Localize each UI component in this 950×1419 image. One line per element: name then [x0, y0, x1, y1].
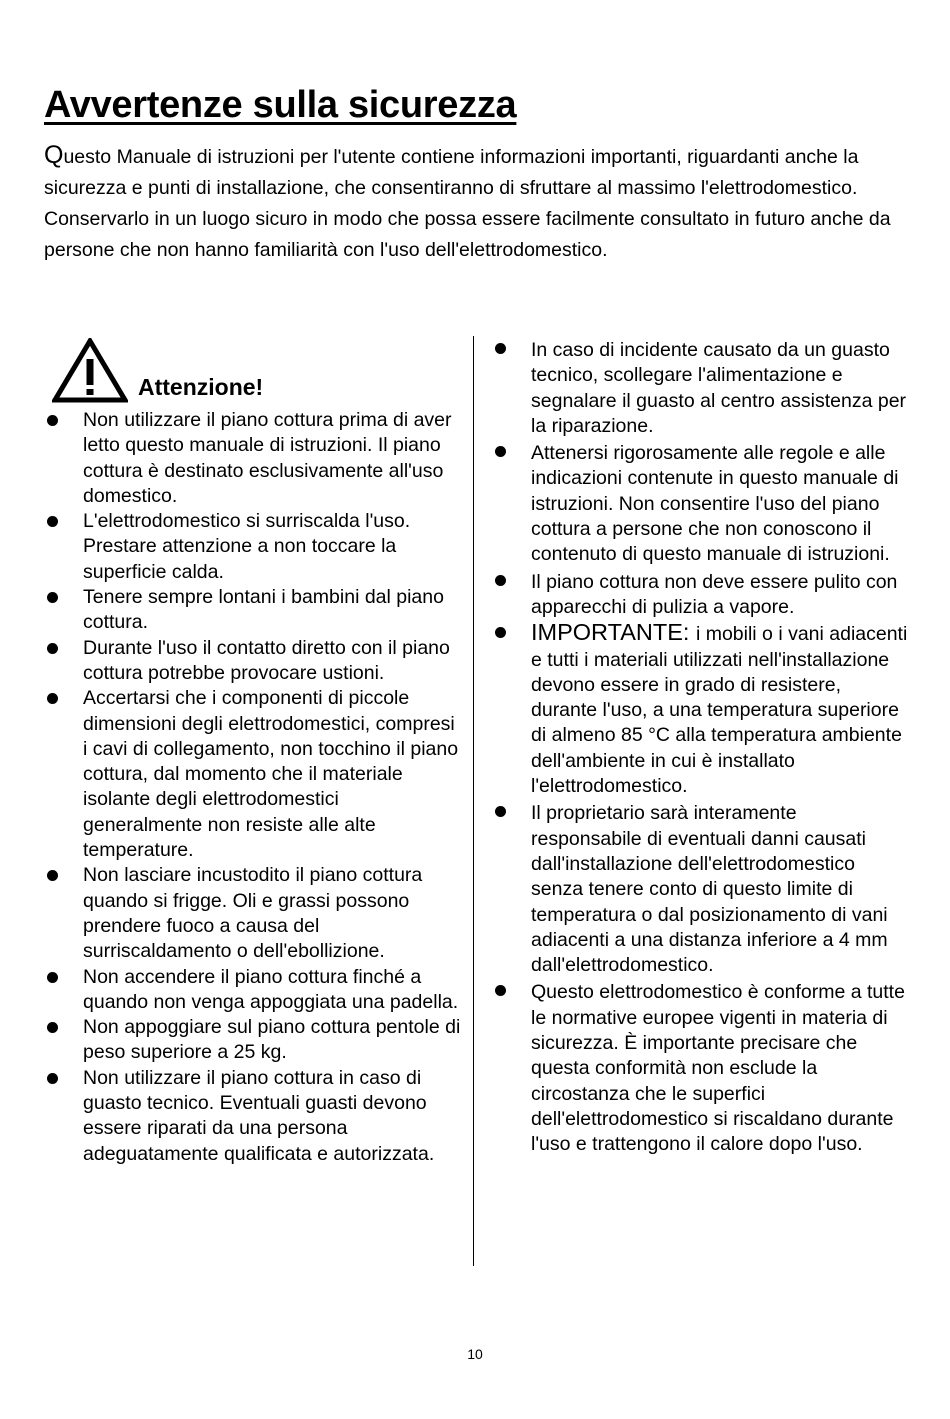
list-item-text: L'elettrodomestico si surriscalda l'uso. Prestare attenzione a non toccare la superficie calda.	[83, 510, 411, 583]
bullet-icon	[495, 806, 506, 817]
list-item-text: Accertarsi che i componenti di piccole dimensioni degli elettrodomestici, compresi i cavi di collegamento, non tocchino il piano cottura, dal momento che il materiale isolante degli elettrodomestici generalmente non resiste alle alte temperature.	[83, 687, 459, 862]
right-safety-list	[492, 336, 912, 1158]
list-item-text: Non utilizzare il piano cottura prima di aver letto questo manuale di istruzioni. Il piano cottura è destinato esclusivamente all'uso domestico.	[83, 409, 452, 507]
list-item	[44, 686, 462, 863]
list-item	[492, 978, 912, 1157]
bullet-icon	[47, 693, 58, 704]
list-item-text: In caso di incidente causato da un guasto tecnico, scollegare l'alimentazione e segnalare il guasto al centro assistenza per la riparazione.	[531, 339, 907, 437]
list-item	[492, 799, 912, 978]
page-title: Avvertenze sulla sicurezza	[44, 84, 517, 126]
bullet-icon	[495, 627, 506, 638]
intro-text: uesto Manuale di istruzioni per l'utente contiene informazioni importanti, riguardanti anche la sicurezza e punti di installazione, che consentiranno di sfruttare al massimo l'elettrodomestico. Conservarlo in un luogo sicuro in modo che possa essere facilmente consultato in futuro anche da persone che non hanno familiarità con l'uso dell'elettrodomestico.	[44, 146, 891, 261]
bullet-icon	[495, 446, 506, 457]
list-item	[44, 509, 462, 585]
list-item-text: Non appoggiare sul piano cottura pentole di peso superiore a 25 kg.	[83, 1016, 461, 1064]
list-item	[44, 1066, 462, 1167]
list-item-text: Durante l'uso il contatto diretto con il piano cottura potrebbe provocare ustioni.	[83, 636, 450, 684]
page-number: 10	[467, 1346, 483, 1362]
important-label: IMPORTANTE:	[531, 619, 696, 646]
list-item-text: Non utilizzare il piano cottura in caso di guasto tecnico. Eventuali guasti devono essere riparati da una persona adeguatamente qualificata e autorizzata.	[83, 1066, 435, 1165]
list-item	[44, 585, 462, 636]
list-item	[44, 863, 462, 964]
list-item	[492, 439, 912, 567]
list-item-text: Tenere sempre lontani i bambini dal piano cottura.	[83, 586, 444, 634]
left-safety-list	[44, 408, 462, 1167]
bullet-icon	[495, 575, 506, 586]
list-item-text: Attenersi rigorosamente alle regole e alle indicazioni contenute in questo manuale di istruzioni. Non consentire l'uso del piano cottura a persone che non conoscono il contenuto di questo manuale di istruzioni.	[531, 442, 899, 566]
list-item-text: Il proprietario sarà interamente responsabile di eventuali danni causati dall'installazione dell'elettrodomestico senza tenere conto di questo limite di temperatura o dal posizionamento di vani adiacenti a una distanza inferiore a 4 mm dall'elettrodomestico.	[531, 802, 888, 977]
bullet-icon	[47, 516, 58, 527]
bullet-icon	[47, 415, 58, 426]
list-item	[44, 1015, 462, 1066]
list-item-text: Non accendere il piano cottura finché a quando non venga appoggiata una padella.	[83, 965, 459, 1013]
bullet-icon	[47, 972, 58, 983]
warning-triangle-icon	[52, 338, 128, 404]
list-item	[492, 620, 912, 799]
list-item-text: Non lasciare incustodito il piano cottura quando si frigge. Oli e grassi possono prendere fuoco a causa del surriscaldamento o dell'ebollizione.	[83, 864, 423, 963]
bullet-icon	[47, 870, 58, 881]
list-item	[492, 568, 912, 621]
bullet-icon	[47, 1022, 58, 1033]
bullet-icon	[47, 592, 58, 603]
list-item-text: i mobili o i vani adiacenti e tutti i materiali utilizzati nell'installazione devono essere in grado di resistere, durante l'uso, a una temperatura superiore di almeno 85 °C alla temperatura ambiente dell'ambiente in cui è installato l'elettrodomestico.	[531, 623, 908, 798]
list-item-text: Il piano cottura non deve essere pulito con apparecchi di pulizia a vapore.	[531, 570, 898, 618]
bullet-icon	[47, 643, 58, 654]
list-item	[44, 965, 462, 1016]
bullet-icon	[495, 985, 506, 996]
intro-paragraph	[44, 142, 924, 266]
list-item-text: Questo elettrodomestico è conforme a tutte le normative europee vigenti in materia di sicurezza. È importante precisare che questa conformità non esclude la circostanza che le superfici dell'elettrodomestico si riscaldano durante l'uso e trattengono il calore dopo l'uso.	[531, 981, 905, 1156]
list-item	[44, 408, 462, 509]
intro-initial-letter: Q	[44, 141, 64, 169]
list-item	[44, 636, 462, 687]
column-divider	[473, 336, 474, 1266]
warning-title: Attenzione!	[138, 374, 264, 400]
list-item	[492, 336, 912, 439]
bullet-icon	[47, 1073, 58, 1084]
bullet-icon	[495, 343, 506, 354]
